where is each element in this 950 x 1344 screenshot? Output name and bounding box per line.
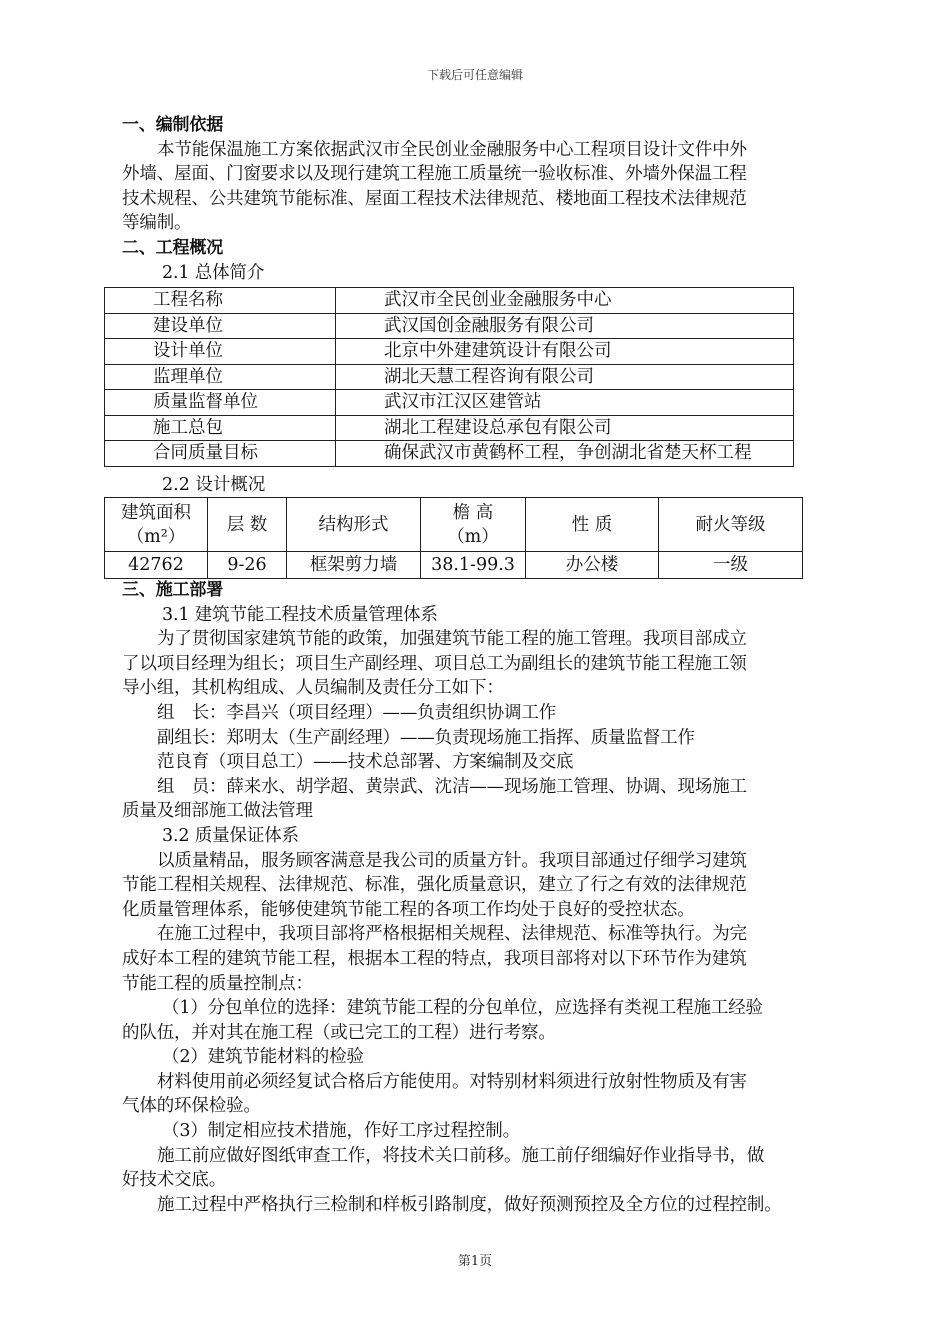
table-row	[105, 288, 794, 314]
header-cell-height	[421, 498, 526, 552]
subsection-title: 3.2 质量保证体系	[162, 825, 299, 846]
table-cell: 武汉市江汉区建管站	[336, 390, 794, 416]
table-cell: 办公楼	[526, 552, 659, 579]
table-cell: 湖北天慧工程咨询有限公司	[336, 364, 794, 390]
subsection-title: 2.2 设计概况	[162, 475, 266, 495]
paragraph-line: 了以项目经理为组长；项目生产副经理、项目总工为副组长的建筑节能工程施工领	[122, 653, 747, 674]
header-text: （m）	[447, 526, 499, 547]
table-cell: 监理单位	[105, 364, 336, 390]
table-cell: 武汉市全民创业金融服务中心	[336, 288, 794, 314]
table-cell: 38.1-99.3	[421, 552, 526, 579]
paragraph-line: 材料使用前必须经复试合格后方能使用。对特别材料须进行放射性物质及有害	[157, 1071, 747, 1092]
overview-table	[104, 287, 794, 467]
table-cell: 一级	[659, 552, 803, 579]
paragraph-line: 气体的环保检验。	[122, 1096, 261, 1117]
subsection-title: 2.1 总体简介	[162, 262, 265, 283]
table-row	[105, 364, 794, 390]
table-cell: 工程名称	[105, 288, 336, 314]
paragraph-line: 施工过程中严格执行三检制和样板引路制度，做好预测预控及全方位的过程控制。	[157, 1194, 782, 1215]
paragraph-line: 本节能保温施工方案依据武汉市全民创业金融服务中心工程项目设计文件中外	[157, 139, 747, 160]
table-cell: 北京中外建建筑设计有限公司	[336, 339, 794, 365]
paragraph-line: 技术规程、公共建筑节能标准、屋面工程技术法律规范、楼地面工程技术法律规范	[122, 188, 747, 209]
table-cell: 施工总包	[105, 415, 336, 441]
table-row	[105, 390, 794, 416]
paragraph-line: 施工前应做好图纸审查工作，将技术关口前移。施工前仔细编好作业指导书，做	[157, 1145, 765, 1166]
paragraph-line: 节能工程相关规程、法律规范、标准，强化质量意识，建立了行之有效的法律规范	[122, 875, 747, 896]
table-cell: 武汉国创金融服务有限公司	[336, 313, 794, 339]
paragraph-line: 成好本工程的建筑节能工程，根据本工程的特点，我项目部将对以下环节作为建筑	[122, 948, 747, 969]
table-cell: 42762	[105, 552, 208, 579]
member-line: 组 员：薛来水、胡学超、黄崇武、沈洁——现场施工管理、协调、现场施工	[157, 776, 747, 797]
member-line: 副组长：郑明太（生产副经理）——负责现场施工指挥、质量监督工作	[157, 727, 695, 748]
paragraph-line: 以质量精品，服务顾客满意是我公司的质量方针。我项目部通过仔细学习建筑	[157, 850, 747, 871]
table-cell: 框架剪力墙	[287, 552, 421, 579]
table-row	[105, 339, 794, 365]
paragraph-line: 导小组，其机构组成、人员编制及责任分工如下：	[122, 678, 504, 699]
header-cell-structure: 结构形式	[287, 498, 421, 552]
section2-title: 二、工程概况	[122, 237, 224, 258]
member-line: 组 长：李昌兴（项目经理）——负责组织协调工作	[157, 702, 557, 723]
paragraph-line: （2）建筑节能材料的检验	[162, 1047, 364, 1068]
table-cell: 质量监督单位	[105, 390, 336, 416]
page-footer: 第1页	[457, 1254, 493, 1269]
table-cell: 确保武汉市黄鹤杯工程，争创湖北省楚天杯工程	[336, 441, 794, 467]
paragraph-line: 等编制。	[122, 213, 192, 234]
paragraph-line: 的队伍，并对其在施工程（或已完工的工程）进行考察。	[122, 1022, 556, 1043]
table-row	[105, 552, 803, 579]
paragraph-line: 在施工过程中，我项目部将严格根据相关规程、法律规范、标准等执行。为完	[157, 924, 747, 945]
paragraph-line: 好技术交底。	[122, 1170, 227, 1191]
header-cell-nature: 性 质	[526, 498, 659, 552]
table-row	[105, 415, 794, 441]
table-row	[105, 441, 794, 467]
design-table	[104, 497, 803, 579]
document-body	[122, 113, 830, 285]
section1-title: 一、编制依据	[122, 115, 224, 135]
header-cell-floors: 层 数	[208, 498, 287, 552]
table-cell: 建设单位	[105, 313, 336, 339]
member-line: 范良育（项目总工）——技术总部署、方案编制及交底	[157, 752, 574, 773]
header-text: 建筑面积	[121, 502, 191, 523]
header-text: （m²）	[126, 526, 186, 547]
paragraph-line: 外墙、屋面、门窗要求以及现行建筑工程施工质量统一验收标准、外墙外保温工程	[122, 164, 747, 185]
table-cell: 9-26	[208, 552, 287, 579]
subsection-title: 3.1 建筑节能工程技术质量管理体系	[162, 604, 438, 625]
header-text: 檐 高	[452, 502, 494, 523]
paragraph-line: 为了贯彻国家建筑节能的政策，加强建筑节能工程的施工管理。我项目部成立	[157, 629, 747, 650]
table-cell: 设计单位	[105, 339, 336, 365]
document-body-section3	[122, 578, 830, 1217]
paragraph-line: 节能工程的质量控制点：	[122, 973, 313, 994]
member-line: 质量及细部施工做法管理	[122, 801, 313, 822]
table-row	[105, 313, 794, 339]
header-cell-area	[105, 498, 208, 552]
table-header-row	[105, 498, 803, 552]
section3-title: 三、施工部署	[122, 580, 224, 600]
table-cell: 湖北工程建设总承包有限公司	[336, 415, 794, 441]
page-header: 下载后可任意编辑	[426, 68, 523, 82]
table-cell: 合同质量目标	[105, 441, 336, 467]
header-cell-fire: 耐火等级	[659, 498, 803, 552]
paragraph-line: （1）分包单位的选择：建筑节能工程的分包单位，应选择有类视工程施工经验	[162, 998, 763, 1019]
paragraph-line: 化质量管理体系，能够使建筑节能工程的各项工作均处于良好的受控状态。	[122, 899, 695, 920]
paragraph-line: （3）制定相应技术措施，作好工序过程控制。	[162, 1121, 520, 1142]
